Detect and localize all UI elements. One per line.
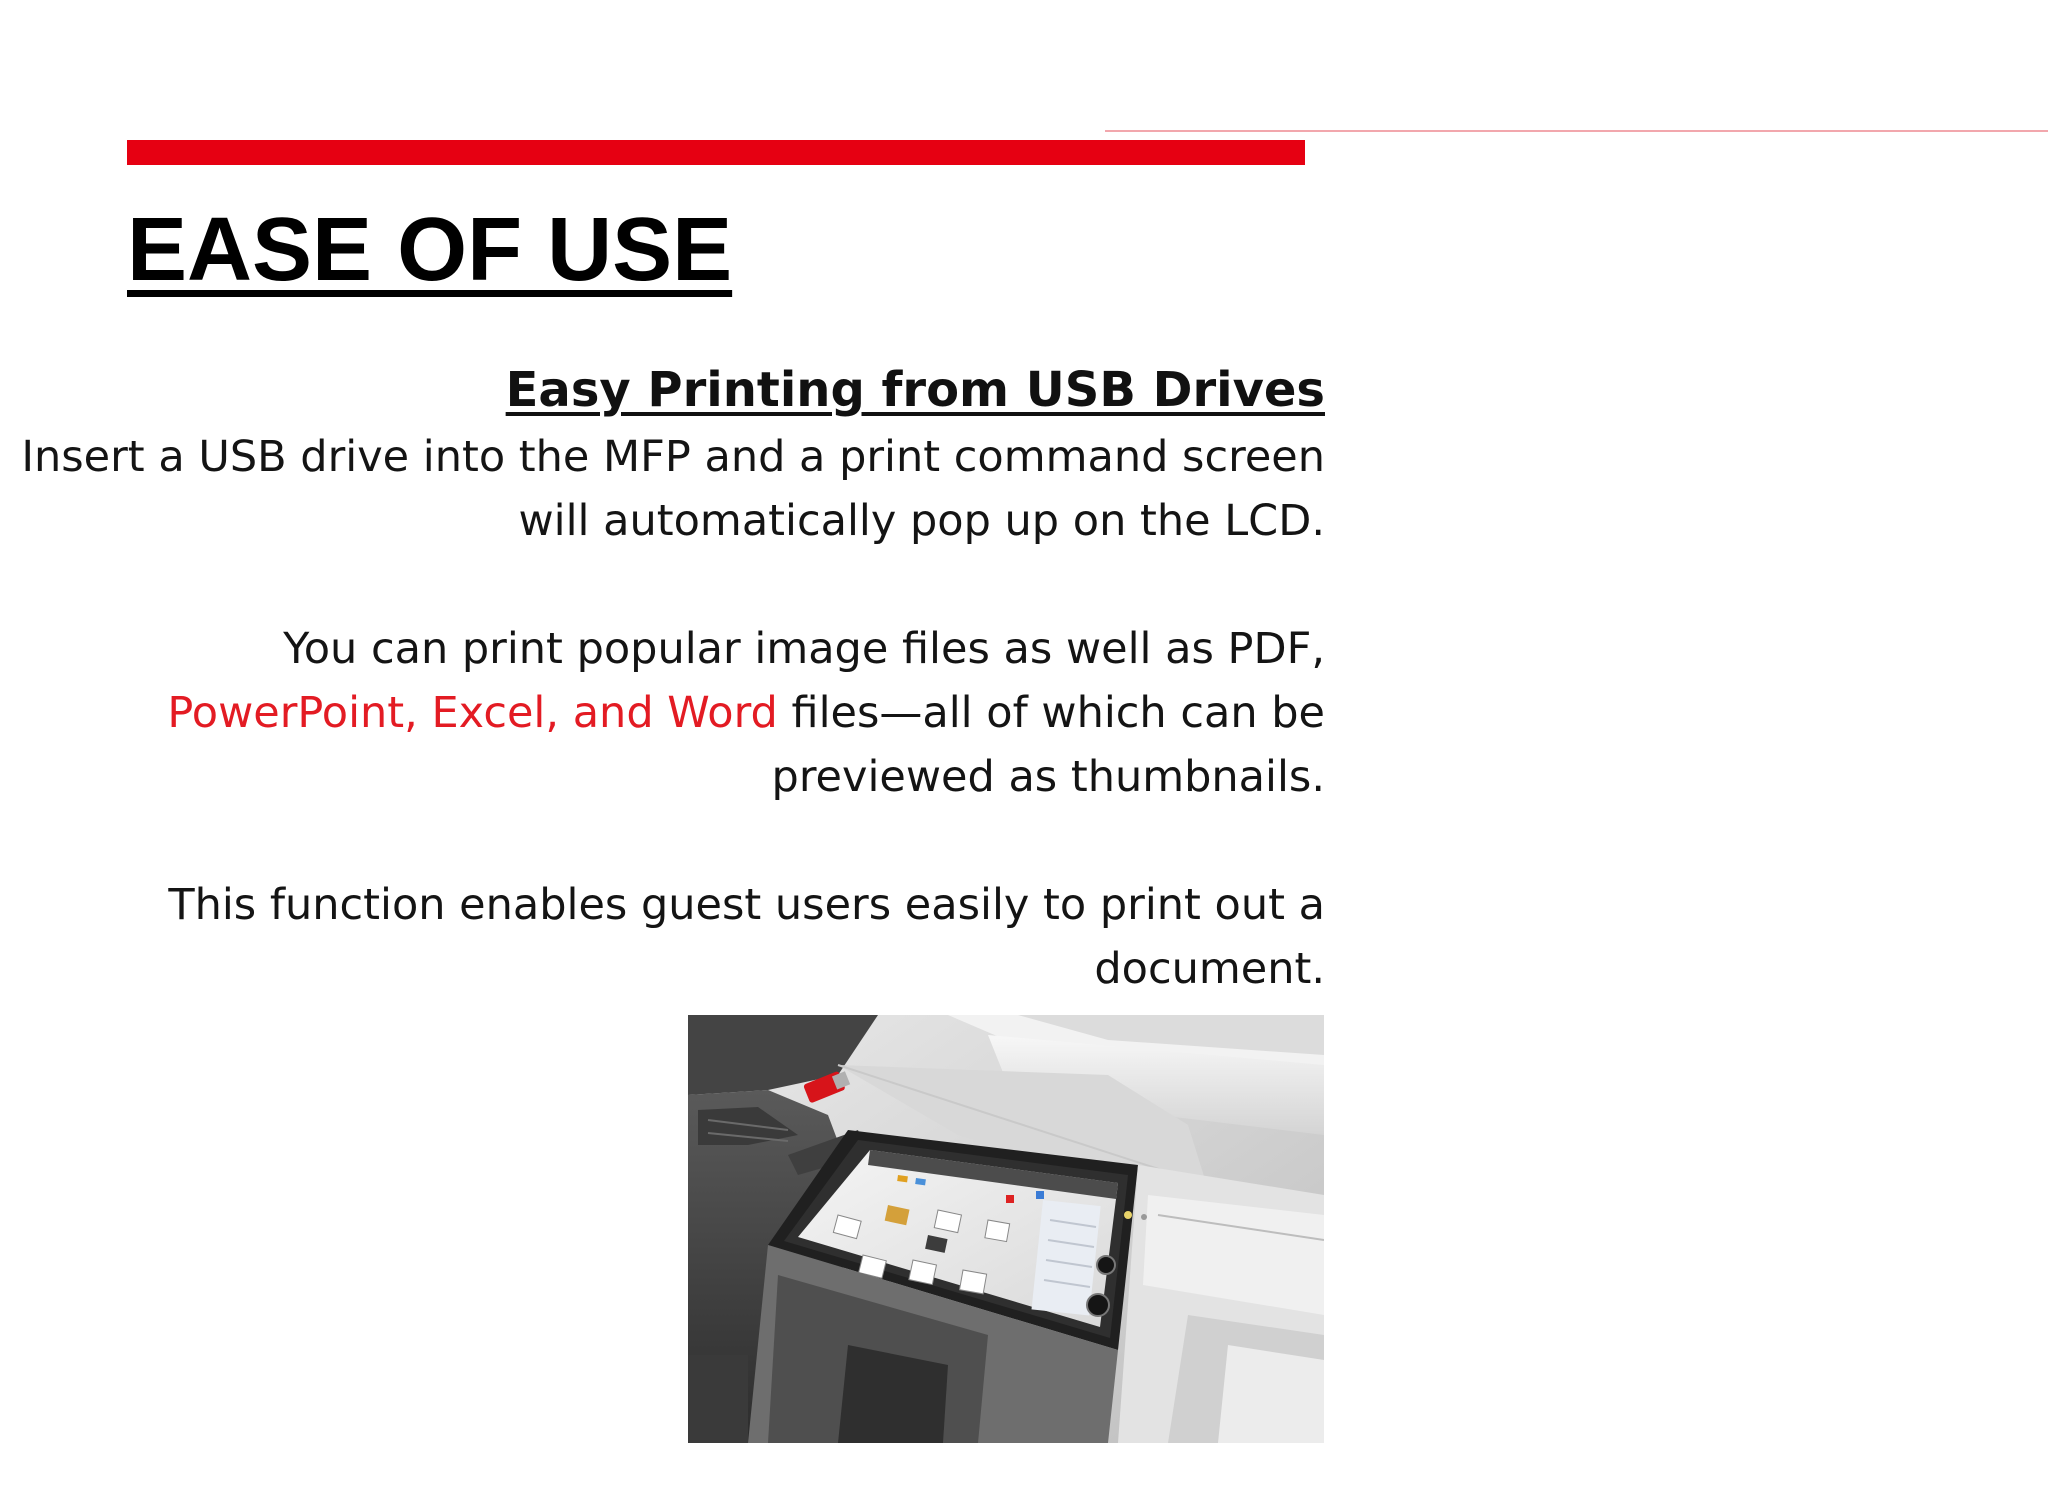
file-types-highlight: PowerPoint, Excel, and Word xyxy=(167,688,778,738)
file-types-text-start: You can print popular image files as well as PDF, xyxy=(283,624,1325,674)
paragraph-file-types xyxy=(20,617,1325,809)
mfp-control-panel-photo xyxy=(688,1015,1324,1443)
title-accent-bar xyxy=(127,140,1305,165)
section-subheading: Easy Printing from USB Drives xyxy=(505,362,1325,418)
header-divider-line xyxy=(1105,130,2048,132)
slide-body xyxy=(20,355,1325,1001)
file-types-text-end: files—all of which can be previewed as thumbnails. xyxy=(771,688,1325,802)
paragraph-usb-insert: Insert a USB drive into the MFP and a print command screen will automatically pop up on the LCD. xyxy=(21,432,1325,546)
paragraph-guest-users: This function enables guest users easily to print out a document. xyxy=(168,880,1325,994)
slide-title: EASE OF USE xyxy=(127,200,733,300)
